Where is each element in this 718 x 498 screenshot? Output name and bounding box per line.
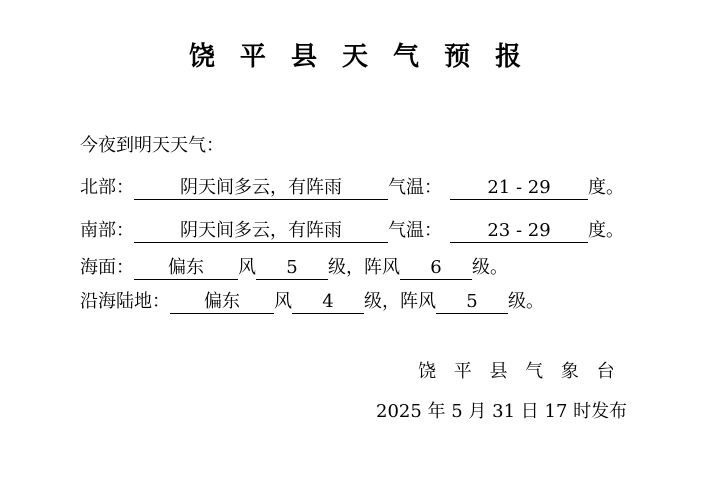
north-label: 北部： <box>80 177 134 198</box>
north-temp-unit: 度。 <box>588 177 624 198</box>
sea-gust-level: 6 <box>400 257 472 280</box>
north-forecast-line <box>80 176 624 200</box>
sea-forecast-line <box>80 256 508 280</box>
coast-wind-direction: 偏东 <box>170 291 274 314</box>
issue-date: 2025 年 5 月 31 日 17 时发布 <box>376 401 628 422</box>
coast-wind-label: 风 <box>274 291 292 312</box>
sea-wind-level: 5 <box>256 257 328 280</box>
coast-gust-unit: 级。 <box>508 291 544 312</box>
sea-level-unit: 级，阵风 <box>328 257 400 278</box>
forecast-title: 饶 平 县 天 气 预 报 <box>188 42 530 72</box>
coast-label: 沿海陆地： <box>80 291 170 312</box>
sea-gust-unit: 级。 <box>472 257 508 278</box>
north-weather-value: 阴天间多云，有阵雨 <box>134 177 388 200</box>
forecast-period-heading: 今夜到明天天气： <box>80 135 224 156</box>
south-temp-unit: 度。 <box>588 220 624 241</box>
coast-level-unit: 级，阵风 <box>364 291 436 312</box>
south-forecast-line <box>80 219 624 243</box>
coast-gust-level: 5 <box>436 291 508 314</box>
south-temp-value: 23 - 29 <box>450 220 588 243</box>
south-label: 南部： <box>80 220 134 241</box>
sea-label: 海面： <box>80 257 134 278</box>
issuing-organization: 饶 平 县 气 象 台 <box>418 361 621 382</box>
sea-wind-direction: 偏东 <box>134 257 238 280</box>
north-temp-label: 气温： <box>388 177 442 198</box>
south-weather-value: 阴天间多云，有阵雨 <box>134 220 388 243</box>
coast-wind-level: 4 <box>292 291 364 314</box>
sea-wind-label: 风 <box>238 257 256 278</box>
south-temp-label: 气温： <box>388 220 442 241</box>
north-temp-value: 21 - 29 <box>450 177 588 200</box>
coast-forecast-line <box>80 290 544 314</box>
